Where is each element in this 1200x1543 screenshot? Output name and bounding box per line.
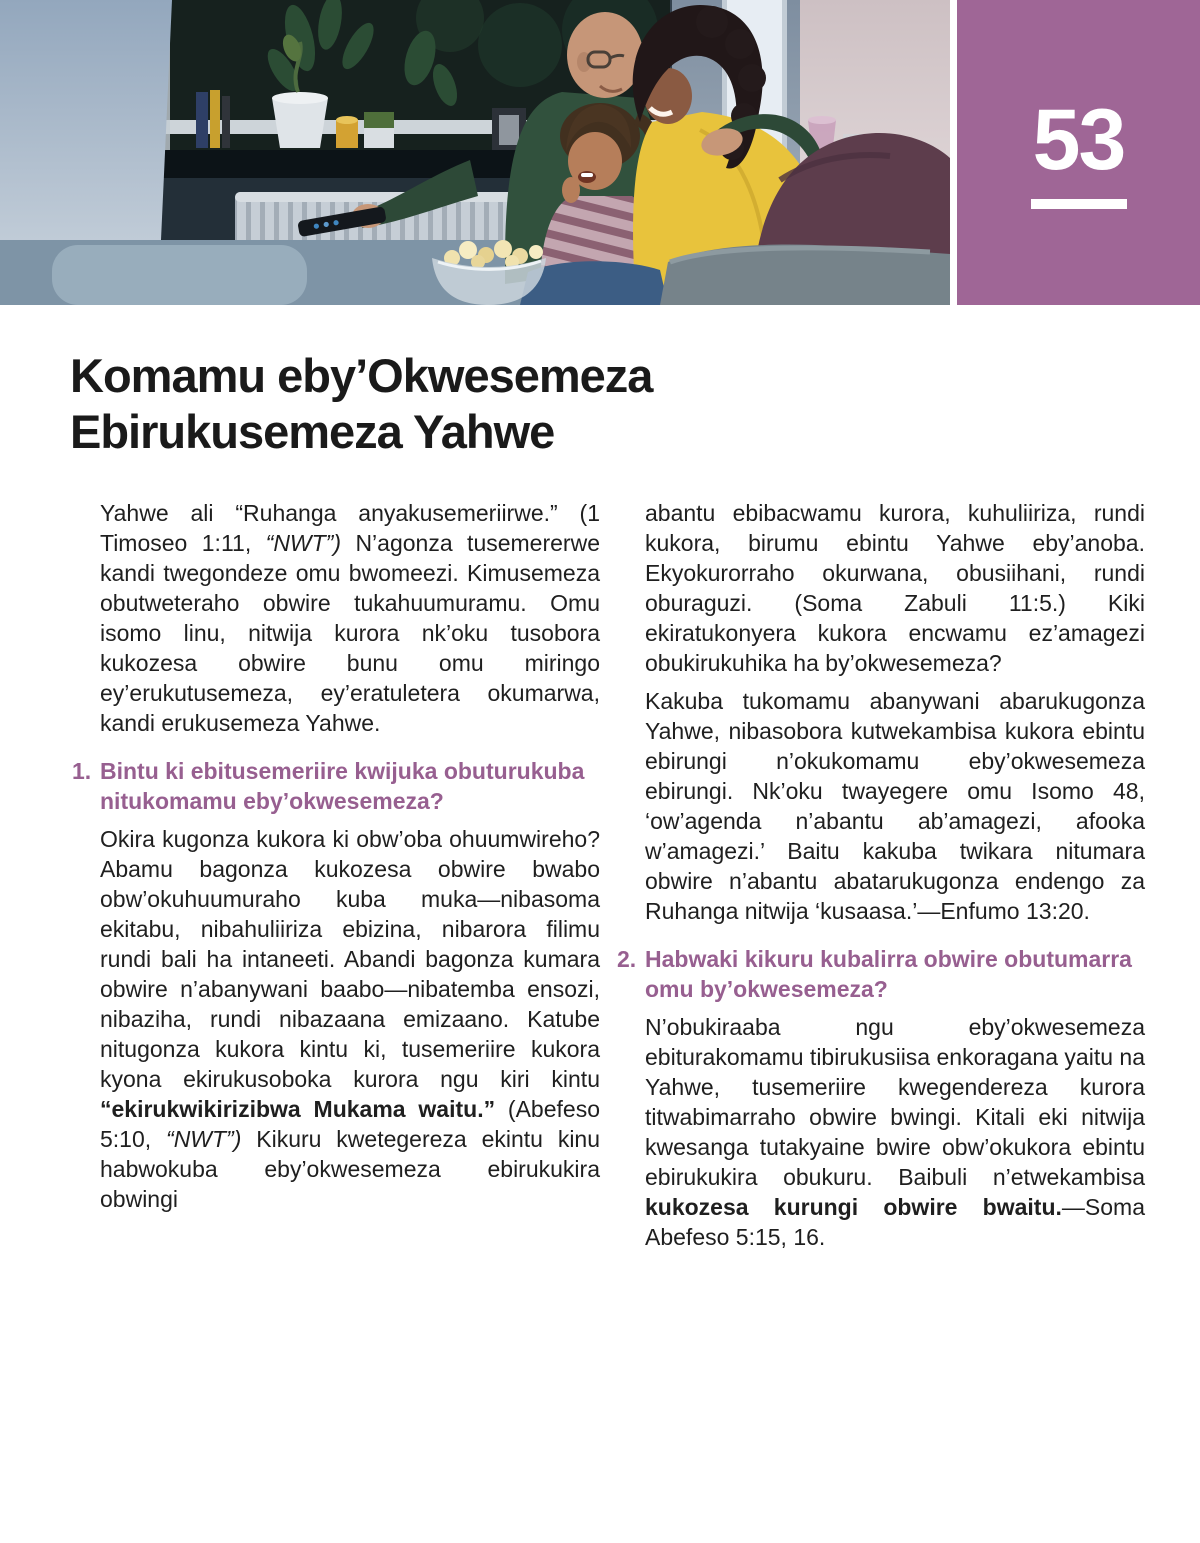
right-column	[617, 498, 1145, 1252]
lesson-title	[70, 348, 652, 460]
text-run-italic: “NWT”)	[265, 530, 342, 556]
lesson-number: 53	[1032, 91, 1125, 188]
hero-photo-illustration	[0, 0, 950, 305]
text-run-bold: kukozesa kurungi obwire bwaitu.	[645, 1194, 1062, 1220]
intro-paragraph	[100, 498, 600, 738]
question-number: 2.	[617, 946, 637, 972]
text-run-italic: “NWT”)	[166, 1126, 242, 1152]
text-run: N’agonza tusemererwe kandi twegondeze omu bwomeezi. Kimusemeza obutweteraho obwire tukahuumuramu. Omu isomo linu, nitwija kurora nk’oku tusobora kukozesa obwire bunu omu miringo ey’erukutusemeza, ey’eratuletera okumarwa, kandi erukusemeza Yahwe.	[100, 530, 600, 736]
left-column	[72, 498, 601, 1252]
text-run: Kikuru kwetegereza ekintu kinu habwokuba eby’okwesemeza ebirukukira obwingi	[100, 1126, 601, 1212]
paragraph-2	[100, 824, 600, 1214]
text-run: —Soma Abefeso 5:15, 16.	[645, 1194, 1145, 1250]
lesson-number-box	[957, 0, 1200, 305]
lesson-title-line-2: Ebirukusemeza Yahwe	[70, 405, 555, 458]
article-body	[72, 498, 1145, 1252]
study-question-2	[617, 944, 1145, 1004]
text-run: (Abefeso 5:10,	[100, 1096, 600, 1152]
paragraph-4: Kakuba tukomamu abanywani abarukugonza Yahwe, nibasobora kutwekambisa kukora ebintu ebirungi n’okukomamu eby’okwesemeza ebirungi. Nk’oku twayegere omu Isomo 48, ‘ow’agenda n’abantu ab’amagezi, afooka w’amagezi.’ Baitu kakuba twikara nitumara obwire n’abantu abatarukugonza endengo za Ruhanga nitwija ‘kusaasa.’—Enfumo 13:20.	[645, 688, 1145, 924]
text-run: Okira kugonza kukora ki obw’oba ohuumwireho? Abamu bagonza kukozesa obwire bwabo obw’okuhuumuraho kuba muka—nibasoma ekitabu, nibahuliiriza ebizina, nibarora filimu rundi bali ha intaneeti. Abandi bagonza kumara obwire n’abanywani baabo—nibatemba ensozi, nibaziha, rundi nibazaana emizaano. Katube nitugonza kukora kintu ki, tusemeriire kukora kyona ekirukusoboka kurora ngu kiri kintu	[100, 826, 600, 1092]
text-run: N’obukiraaba ngu eby’okwesemeza ebiturakomamu tibirukusiisa enkoragana yaitu na Yahwe, tusemeriire kwegendereza kurora titwabimarraho obwire bwingi. Kitali eki nitwija kwesanga tutakyaine bwire obw’okukora ebintu ebirukukira obukuru. Baibuli n’etwekambisa	[645, 1014, 1145, 1190]
lesson-title-line-1: Komamu eby’Okwesemeza	[70, 349, 653, 402]
family-watching-tv-photo	[0, 0, 950, 305]
paragraph-3: abantu ebibacwamu kurora, kuhuliiriza, rundi kukora, birumu ebintu Yahwe eby’anoba. Ekyokurorraho okurwana, obusiihani, rundi oburaguzi. (Soma Zabuli 11:5.) Kiki ekiratukonyera kukora encwamu ez’amagezi obukirukuhika ha by’okwesemeza?	[645, 500, 1145, 676]
study-question-1	[72, 756, 600, 816]
lesson-number-underline	[1031, 199, 1127, 209]
text-run-bold: “ekirukwikirizibwa Mukama waitu.”	[100, 1096, 496, 1122]
text-run: Yahwe ali “Ruhanga anyakusemeriirwe.” (1 Timoseo 1:11,	[100, 500, 600, 556]
paragraph-5	[645, 1012, 1145, 1252]
question-number: 1.	[72, 758, 92, 784]
question-text: Habwaki kikuru kubalirra obwire obutumarra omu by’okwesemeza?	[645, 946, 1132, 1002]
question-text: Bintu ki ebitusemeriire kwijuka obuturukuba nitukomamu eby’okwesemeza?	[100, 758, 585, 814]
